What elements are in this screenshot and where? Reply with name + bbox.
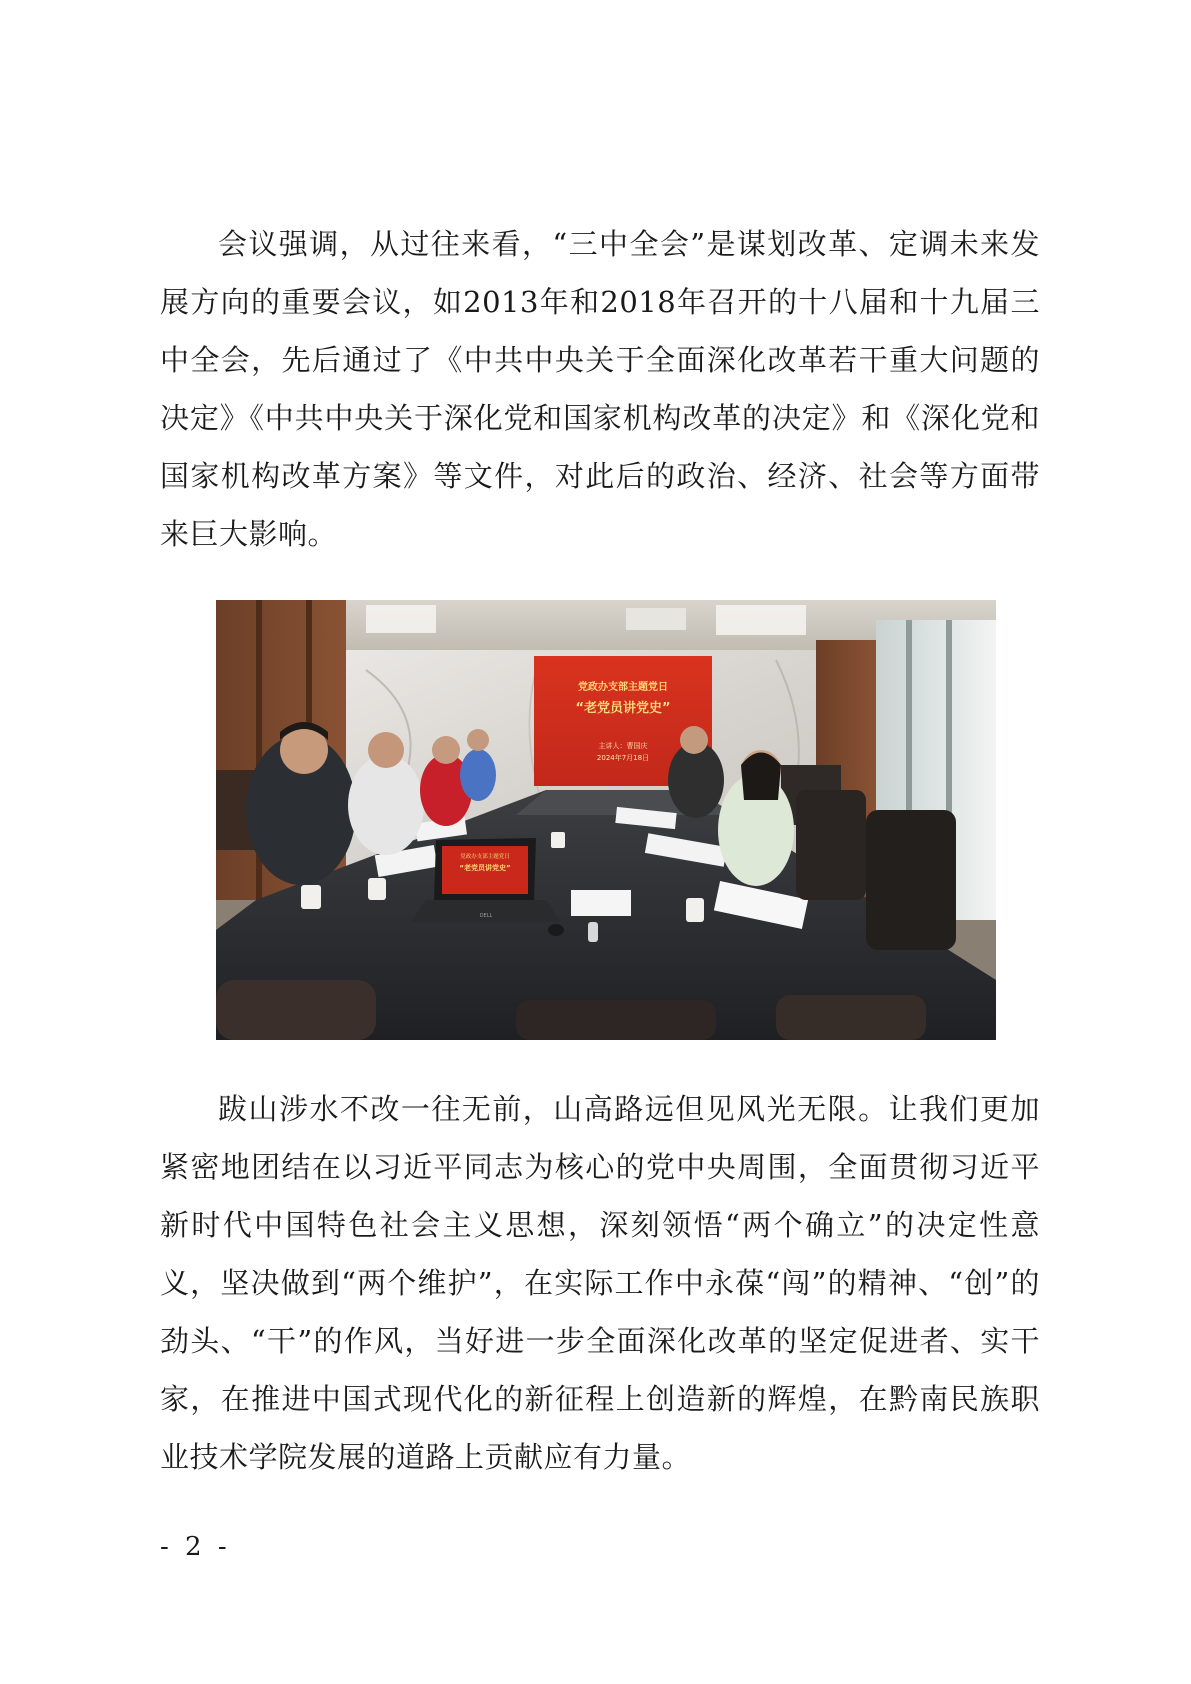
screen-date: 2024年7月18日	[596, 754, 650, 762]
person-left-2	[348, 755, 424, 855]
chair-right-1	[796, 790, 866, 900]
screen-subtitle: “老党员讲党史”	[575, 701, 671, 716]
chair-front-2	[516, 1000, 716, 1040]
page-number: - 2 -	[160, 1532, 231, 1562]
body-paragraph-1: 会议强调，从过往来看，“三中全会”是谋划改革、定调未来发展方向的重要会议，如2013年和2018年召开的十八届和十九届三中全会，先后通过了《中共中央关于全面深化改革若干重大问题的决定》《中共中央关于深化党和国家机构改革的决定》和《深化党和国家机构改革方案》等文件，对此后的政治、经济、社会等方面带来巨大影响。	[160, 227, 1040, 551]
laptop-title: 党政办支部主题党日	[460, 854, 510, 860]
meeting-photo	[216, 600, 996, 1040]
laptop-subtitle: “老党员讲党史”	[459, 864, 511, 872]
body-paragraph-2: 跋山涉水不改一往无前，山高路远但见风光无限。让我们更加紧密地团结在以习近平同志为核心的党中央周围，全面贯彻习近平新时代中国特色社会主义思想，深刻领悟“两个确立”的决定性意义，坚决做到“两个维护”，在实际工作中永葆“闯”的精神、“创”的劲头、“干”的作风，当好进一步全面深化改革的坚定促进者、实干家，在推进中国式现代化的新征程上创造新的辉煌，在黔南民族职业技术学院发展的道路上贡献应有力量。	[160, 1092, 1040, 1474]
chair-front-1	[216, 980, 376, 1040]
laptop-brand: DELL	[479, 913, 493, 919]
chair-front-3	[776, 995, 926, 1040]
chair-right-2	[866, 810, 956, 950]
screen-title: 党政办支部主题党日	[578, 682, 668, 693]
projector	[626, 608, 686, 630]
screen-speaker: 主讲人：曹国庆	[598, 742, 648, 750]
